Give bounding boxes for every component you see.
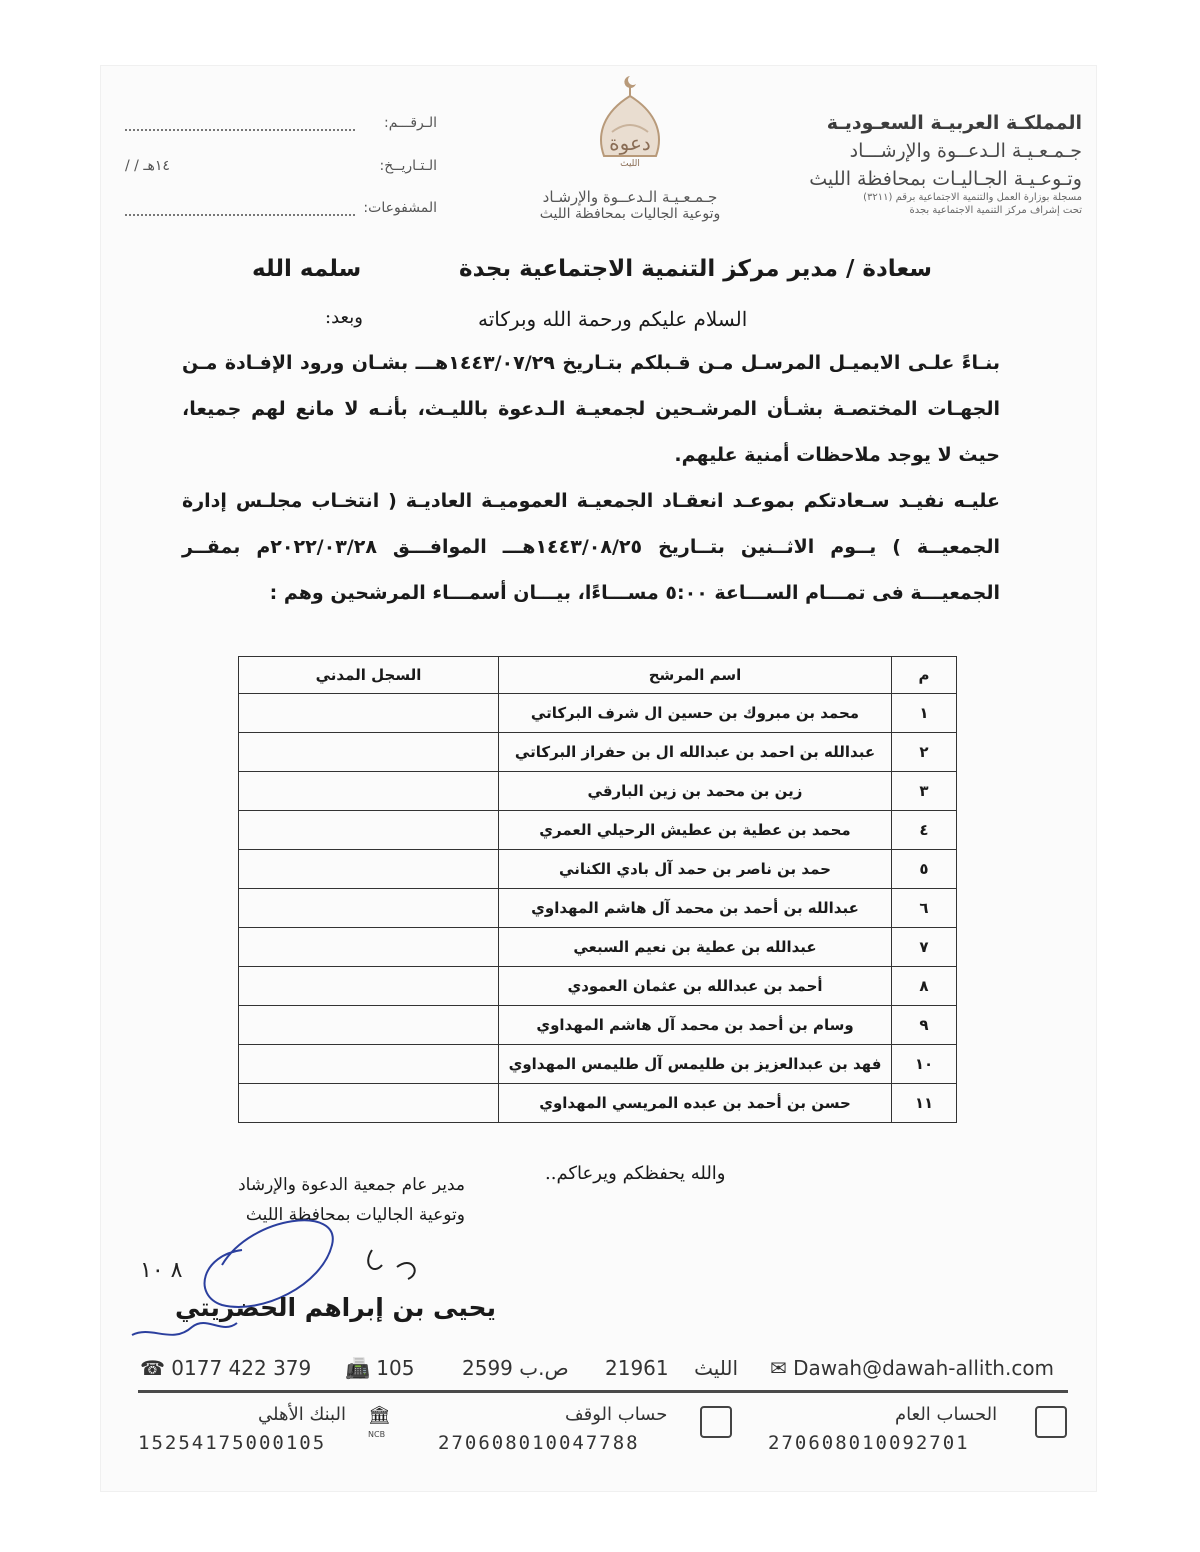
kingdom-title: المملكـة العربيـة السعـوديـة — [826, 112, 1082, 134]
org-header — [809, 112, 1082, 216]
attachments-label: المشفوعات: — [363, 200, 437, 216]
fax-number: 105 — [376, 1356, 415, 1380]
date-value: / / ١٤هـ — [125, 158, 170, 174]
candidate-name: عبدالله بن عطية بن نعيم السبعي — [499, 928, 892, 967]
fax-icon: 📠 — [345, 1356, 370, 1380]
candidate-name: حسن بن أحمد بن عبده المريسي المهداوي — [499, 1084, 892, 1123]
handwritten-signature-icon — [112, 1195, 472, 1365]
after-greeting: وبعد: — [325, 307, 363, 328]
account-label-waqf: حساب الوقف — [565, 1404, 668, 1425]
bank-logo-text: NCB — [368, 1430, 386, 1439]
table-row — [239, 694, 957, 733]
candidate-name: فهد بن عبدالعزيز بن طليمس آل طليمس المهداوي — [499, 1045, 892, 1084]
account-number-waqf: 270608010047788 — [438, 1432, 640, 1454]
row-number: ٨ — [892, 967, 957, 1006]
civil-id-cell — [239, 928, 499, 967]
civil-id-cell — [239, 772, 499, 811]
honorific: سلمه الله — [252, 256, 362, 282]
phone-icon: ☎ — [140, 1356, 165, 1380]
signer-name: يحيى بن إبراهم الحضريتي — [175, 1293, 496, 1322]
email-block — [770, 1356, 1054, 1388]
table-row — [239, 889, 957, 928]
civil-id-cell — [239, 694, 499, 733]
logo-caption-1: جـمـعـيـة الـدعــوة والإرشـاد — [542, 188, 718, 206]
recipient-line: سعادة / مدير مركز التنمية الاجتماعية بجدة — [459, 256, 932, 282]
bank-building-icon — [1035, 1406, 1067, 1438]
po-box-number: 2599 — [462, 1356, 513, 1380]
candidate-name: أحمد بن عبدالله بن عثمان العمودي — [499, 967, 892, 1006]
civil-id-cell — [239, 733, 499, 772]
bank-pillars-icon: 🏛 — [368, 1405, 391, 1426]
table-row — [239, 811, 957, 850]
table-row — [239, 1045, 957, 1084]
account-number-general: 270608010092701 — [768, 1432, 970, 1454]
phone-block — [140, 1356, 311, 1388]
table-row — [239, 967, 957, 1006]
svg-text:الليث: الليث — [620, 159, 640, 169]
row-number: ٧ — [892, 928, 957, 967]
postal-code: 21961 — [605, 1356, 669, 1380]
row-number: ٣ — [892, 772, 957, 811]
signer-title-line2: وتوعية الجاليات بمحافظة الليث — [245, 1205, 465, 1225]
row-number: ١ — [892, 694, 957, 733]
date-label: الـتـاريــخ: — [379, 158, 437, 174]
dome-logo-icon — [590, 72, 670, 182]
table-header-row — [239, 657, 957, 694]
phone-number: 0177 422 379 — [171, 1356, 312, 1380]
ref-line — [125, 129, 355, 131]
postal-block — [605, 1356, 738, 1388]
account-label-general: الحساب العام — [895, 1404, 998, 1425]
row-number: ١٠ — [892, 1045, 957, 1084]
city-name: الليث — [694, 1356, 739, 1380]
row-number: ٤ — [892, 811, 957, 850]
po-box-label: ص.ب — [519, 1356, 569, 1380]
col-header-civil-id: السجل المدني — [239, 657, 499, 694]
account-label-bank: البنك الأهلي — [258, 1404, 346, 1425]
greeting: السلام عليكم ورحمة الله وبركاته — [478, 307, 748, 331]
table-row — [239, 772, 957, 811]
row-number: ١١ — [892, 1084, 957, 1123]
table-row — [239, 850, 957, 889]
svg-text:دعوة: دعوة — [609, 131, 651, 155]
table-row — [239, 733, 957, 772]
registration-line1: مسجلة بوزارة العمل والتنمية الاجتماعية برقم (٣٢١١) — [863, 192, 1082, 203]
civil-id-cell — [239, 967, 499, 1006]
registration-line2: تحت إشراف مركز التنمية الاجتماعية بجدة — [909, 205, 1082, 216]
civil-id-cell — [239, 811, 499, 850]
table-row — [239, 1006, 957, 1045]
candidate-name: زين بن محمد بن زين البارقي — [499, 772, 892, 811]
logo-caption-2: وتوعية الجاليات بمحافظة الليث — [539, 206, 721, 222]
account-number-bank: 15254175000105 — [138, 1432, 327, 1454]
row-number: ٩ — [892, 1006, 957, 1045]
paragraph-2: عليـه نفيـد سـعادتكم بموعـد انعقـاد الجمعيـة العموميـة العاديـة ( انتخـاب مجلـس إدارة الجمعيــة ) يــوم الاثــنين بتــاريخ ١٤٤٣/٠٨/٢٥هـــ الموافـــق ٢٠٢٢/٠٣/٢٨م بمقــر الجمعيـــة فى تمـــام الســـاعة ٥:٠٠ مســـاءًا، بيـــان أسمـــاء المرشحين وهم : — [182, 490, 1000, 604]
closing-line: والله يحفظكم ويرعاكم.. — [545, 1163, 726, 1184]
email-icon: ✉ — [770, 1356, 787, 1380]
attachments-line — [125, 214, 355, 216]
row-number: ٢ — [892, 733, 957, 772]
table-row — [239, 928, 957, 967]
row-number: ٦ — [892, 889, 957, 928]
row-number: ٥ — [892, 850, 957, 889]
letter-body — [182, 340, 1000, 616]
footer-divider — [138, 1390, 1068, 1393]
po-box-block — [462, 1356, 569, 1388]
svg-text:٨ ١٠: ٨ ١٠ — [140, 1258, 183, 1283]
org-logo — [515, 72, 745, 222]
civil-id-cell — [239, 850, 499, 889]
org-name-line1: جـمـعـيـة الـدعــوة والإرشـــاد — [849, 140, 1082, 162]
civil-id-cell — [239, 1084, 499, 1123]
candidate-name: عبدالله بن احمد بن عبدالله ال بن حفراز البركاتي — [499, 733, 892, 772]
candidate-name: محمد بن عطية بن عطيش الرحيلي العمري — [499, 811, 892, 850]
org-name-line2: وتـوعـيـة الجـاليـات بمحافظة الليث — [809, 168, 1082, 190]
ref-label: الـرقـــم: — [383, 115, 437, 131]
col-header-name: اسم المرشح — [499, 657, 892, 694]
email-address[interactable]: Dawah@dawah-allith.com — [793, 1356, 1055, 1380]
paragraph-1: بنـاءً علـى الايميـل المرسـل مـن قـبلكم بتـاريخ ١٤٤٣/٠٧/٢٩هـــ بشـان ورود الإفـادة مـن الجهـات المختصـة بشـأن المرشـحين لجمعيـة الـدعوة بالليـث، بأنـه لا مانع لهم جميعا، حيث لا يوجد ملاحظات أمنية عليهم. — [182, 352, 1001, 466]
civil-id-cell — [239, 1006, 499, 1045]
table-row — [239, 1084, 957, 1123]
civil-id-cell — [239, 889, 499, 928]
candidates-table — [238, 656, 957, 1123]
candidate-name: وسام بن أحمد بن محمد آل هاشم المهداوي — [499, 1006, 892, 1045]
signer-title-line1: مدير عام جمعية الدعوة والإرشاد — [238, 1175, 465, 1195]
candidate-name: عبدالله بن أحمد بن محمد آل هاشم المهداوي — [499, 889, 892, 928]
civil-id-cell — [239, 1045, 499, 1084]
candidate-name: حمد بن ناصر بن حمد آل بادي الكناني — [499, 850, 892, 889]
col-header-number: م — [892, 657, 957, 694]
fax-block — [345, 1356, 414, 1388]
bank-building-icon — [700, 1406, 732, 1438]
candidate-name: محمد بن مبروك بن حسين ال شرف البركاتي — [499, 694, 892, 733]
